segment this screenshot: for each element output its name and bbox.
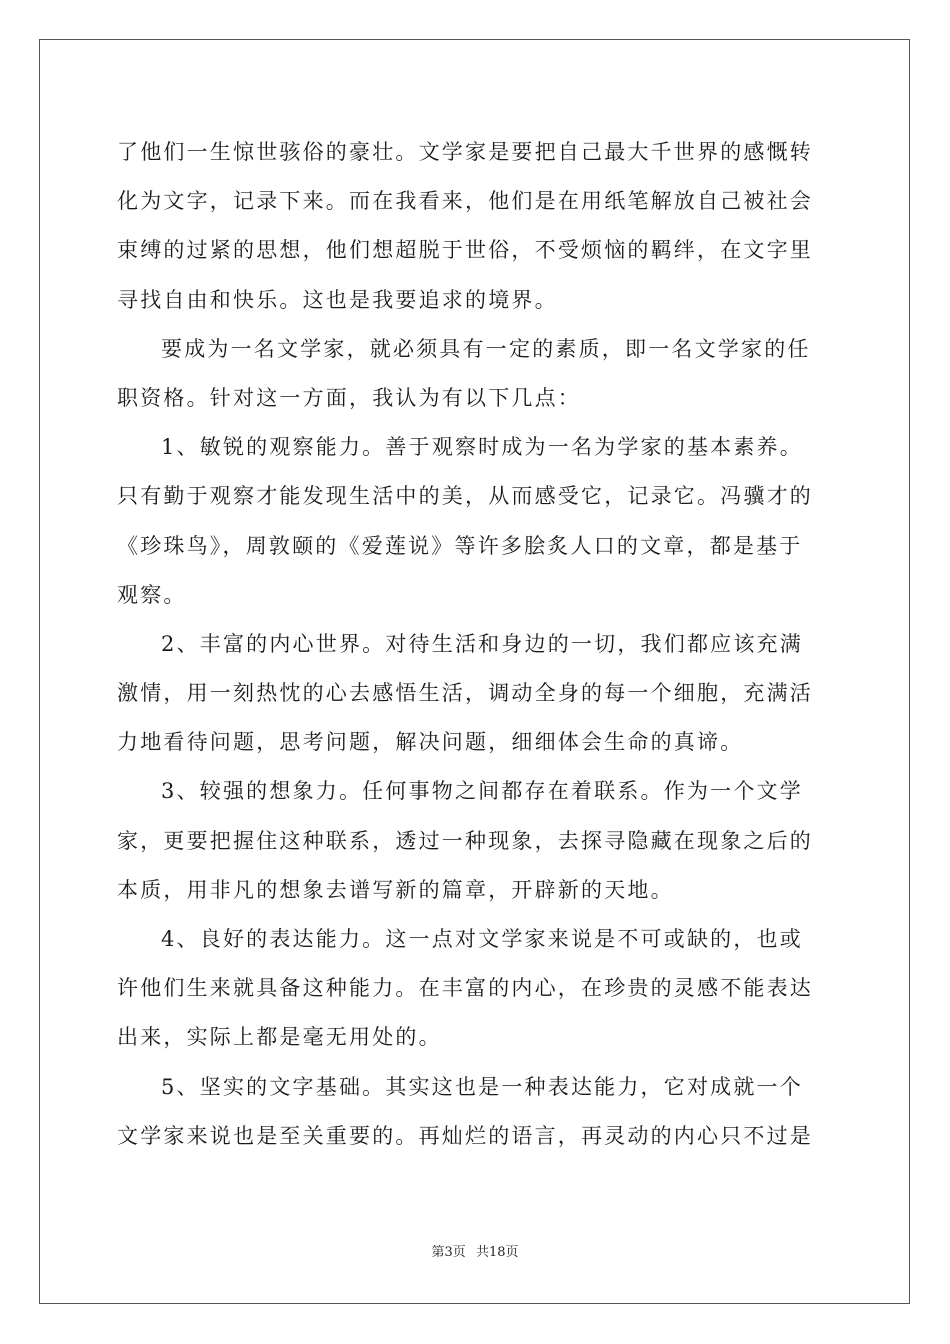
text-line: 3、较强的想象力。任何事物之间都存在着联系。作为一个文学	[161, 779, 803, 804]
text-line: 1、敏锐的观察能力。善于观察时成为一名为学家的基本素养。	[161, 435, 803, 460]
paragraph	[117, 915, 835, 1063]
page-number: 第3页	[431, 1245, 466, 1260]
text-line: 激情，用一刻热忱的心去感悟生活，调动全身的每一个细胞，充满活	[117, 681, 813, 706]
document-body	[117, 128, 835, 1161]
paragraph	[117, 128, 835, 325]
text-line: 了他们一生惊世骇俗的豪壮。文学家是要把自己最大千世界的感慨转	[117, 140, 813, 164]
text-line: 力地看待问题，思考问题，解决问题，细细体会生命的真谛。	[117, 730, 744, 755]
text-line: 职资格。针对这一方面，我认为有以下几点：	[117, 385, 581, 410]
paragraph	[117, 620, 835, 768]
text-line: 5、坚实的文字基础。其实这也是一种表达能力，它对成就一个	[161, 1074, 803, 1099]
text-line: 《珍珠鸟》，周敦颐的《爱莲说》等许多脍炙人口的文章，都是基于	[117, 533, 803, 558]
page-footer	[0, 1241, 950, 1260]
text-line: 寻找自由和快乐。这也是我要追求的境界。	[117, 287, 558, 312]
paragraph	[117, 1063, 835, 1161]
text-line: 4、良好的表达能力。这一点对文学家来说是不可或缺的，也或	[161, 927, 803, 951]
paragraph	[117, 767, 835, 915]
text-line: 2、丰富的内心世界。对待生活和身边的一切，我们都应该充满	[161, 631, 803, 656]
paragraph	[117, 423, 835, 620]
paragraph	[117, 325, 835, 423]
text-line: 许他们生来就具备这种能力。在丰富的内心，在珍贵的灵感不能表达	[117, 976, 813, 1001]
page-total: 共18页	[475, 1245, 519, 1260]
text-line: 文学家来说也是至关重要的。再灿烂的语言，再灵动的内心只不过是	[117, 1123, 813, 1148]
text-line: 本质，用非凡的想象去谱写新的篇章，开辟新的天地。	[117, 877, 674, 902]
text-line: 家，更要把握住这种联系，透过一种现象，去探寻隐藏在现象之后的	[117, 828, 813, 853]
text-line: 观察。	[117, 582, 187, 607]
text-line: 化为文字，记录下来。而在我看来，他们是在用纸笔解放自己被社会	[117, 189, 813, 214]
text-line: 束缚的过紧的思想，他们想超脱于世俗，不受烦恼的羁绊，在文字里	[117, 238, 813, 263]
text-line: 出来，实际上都是毫无用处的。	[117, 1025, 442, 1050]
text-line: 只有勤于观察才能发现生活中的美，从而感受它，记录它。冯骥才的	[117, 484, 813, 509]
text-line: 要成为一名文学家，就必须具有一定的素质，即一名文学家的任	[161, 336, 811, 361]
